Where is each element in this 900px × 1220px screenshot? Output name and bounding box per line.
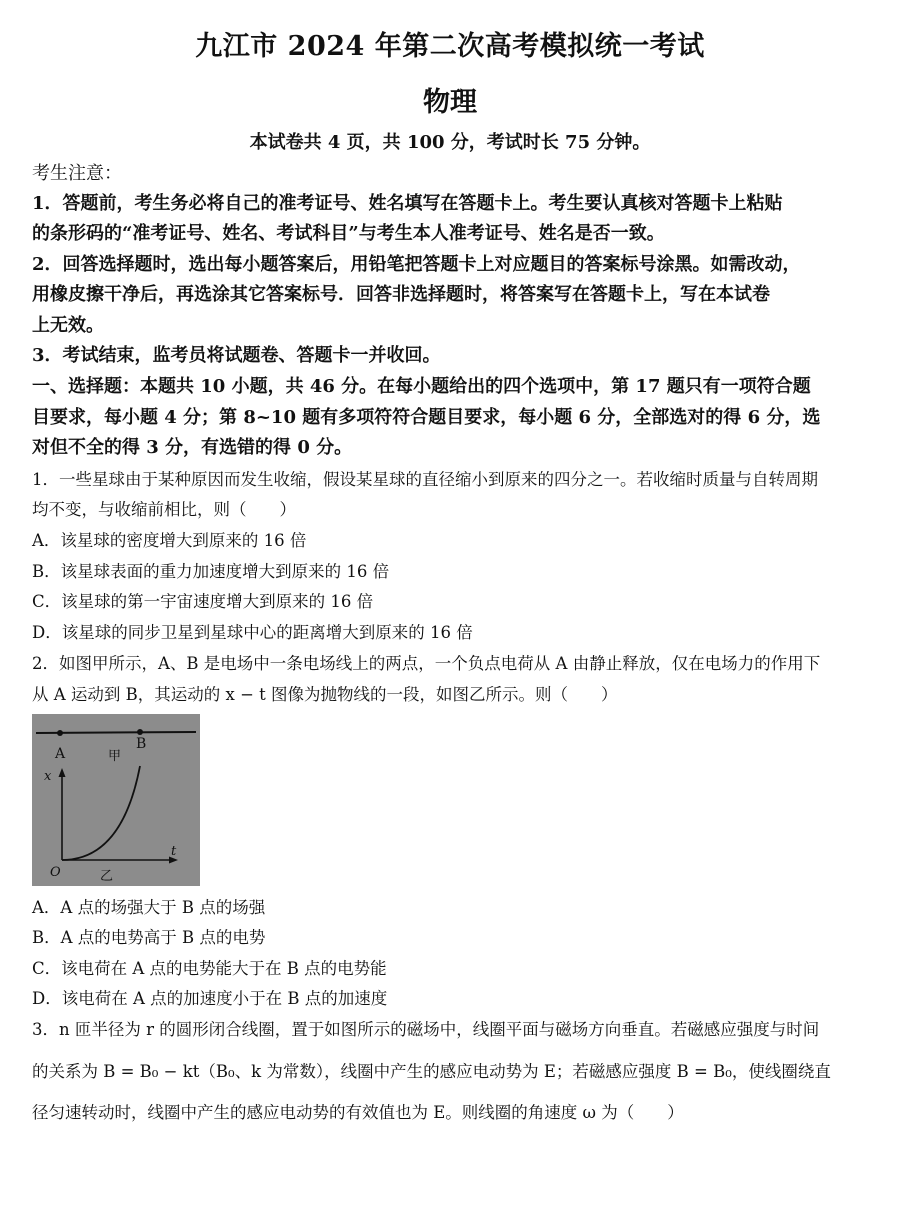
notice-line: 3．考试结束，监考员将试题卷、答题卡一并收回。 <box>32 345 441 366</box>
section-instructions: 对但不全的得 3 分，有选错的得 0 分。 <box>32 437 353 458</box>
notice-line: 的条形码的“准考证号、姓名、考试科目”与考生本人准考证号、姓名是否一致。 <box>32 223 665 244</box>
label-b: B <box>136 736 147 752</box>
point-b <box>137 729 143 735</box>
q2-option-a: A．A 点的场强大于 B 点的场强 <box>32 898 266 917</box>
q2-option-c: C．该电荷在 A 点的电势能大于在 B 点的电势能 <box>32 959 387 978</box>
q2-figure <box>32 714 200 886</box>
exam-title: 九江市 2024 年第二次高考模拟统一考试 <box>195 31 705 62</box>
notice-line: 1．答题前，考生务必将自己的准考证号、姓名填写在答题卡上。考生要认真核对答题卡上粘贴 <box>32 193 783 214</box>
section-instructions: 目要求，每小题 4 分；第 8~10 题有多项符符合题目要求，每小题 6 分，全部选对的得 6 分，选 <box>32 407 821 428</box>
subject-title: 物理 <box>423 87 477 118</box>
notice-line: 2．回答选择题时，选出每小题答案后，用铅笔把答题卡上对应题目的答案标号涂黑。如需改动， <box>32 254 801 275</box>
q2-stem: 2．如图甲所示，A、B 是电场中一条电场线上的两点，一个负点电荷从 A 由静止释放，仅在电场力的作用下 <box>32 654 821 673</box>
q3-stem: 径匀速转动时，线圈中产生的感应电动势的有效值也为 E。则线圈的角速度 ω 为（ ） <box>32 1103 684 1122</box>
notice-heading: 考生注意： <box>32 163 122 184</box>
label-o: O <box>50 865 61 880</box>
exam-info: 本试卷共 4 页，共 100 分，考试时长 75 分钟。 <box>249 132 651 153</box>
x-axis-arrow <box>59 768 66 777</box>
label-jia: 甲 <box>108 749 122 764</box>
notice-line: 用橡皮擦干净后，再选涂其它答案标号．回答非选择题时，将答案写在答题卡上，写在本试卷 <box>32 284 770 305</box>
q1-option-b: B．该星球表面的重力加速度增大到原来的 16 倍 <box>32 562 390 581</box>
q1-option-c: C．该星球的第一宇宙速度增大到原来的 16 倍 <box>32 592 374 611</box>
q1-stem: 均不变，与收缩前相比，则（ ） <box>32 500 296 519</box>
section-instructions: 一、选择题：本题共 10 小题，共 46 分。在每小题给出的四个选项中，第 17 题只有一项符合题 <box>32 376 811 397</box>
q1-option-d: D．该星球的同步卫星到星球中心的距离增大到原来的 16 倍 <box>32 623 473 642</box>
q1-stem: 1．一些星球由于某种原因而发生收缩，假设某星球的直径缩小到原来的四分之一。若收缩时质量与自转周期 <box>32 470 818 489</box>
label-t: t <box>171 844 177 859</box>
parabola-curve <box>62 766 140 860</box>
q2-stem: 从 A 运动到 B，其运动的 x − t 图像为抛物线的一段，如图乙所示。则（ ） <box>32 685 618 704</box>
q3-stem: 3．n 匝半径为 r 的圆形闭合线圈，置于如图所示的磁场中，线圈平面与磁场方向垂直。若磁感应强度与时间 <box>32 1020 820 1039</box>
point-a <box>57 730 63 736</box>
q1-option-a: A．该星球的密度增大到原来的 16 倍 <box>32 531 307 550</box>
q3-stem: 的关系为 B = B₀ − kt（B₀、k 为常数），线圈中产生的感应电动势为 E；若磁感应强度 B = B₀，使线圈绕直 <box>32 1062 831 1081</box>
label-a: A <box>55 746 66 762</box>
label-yi: 乙 <box>100 869 114 884</box>
q2-option-d: D．该电荷在 A 点的加速度小于在 B 点的加速度 <box>32 989 388 1008</box>
label-x: x <box>44 769 52 784</box>
q2-figure-svg <box>32 714 200 886</box>
notice-line: 上无效。 <box>32 315 104 336</box>
q2-option-b: B．A 点的电势高于 B 点的电势 <box>32 928 266 947</box>
